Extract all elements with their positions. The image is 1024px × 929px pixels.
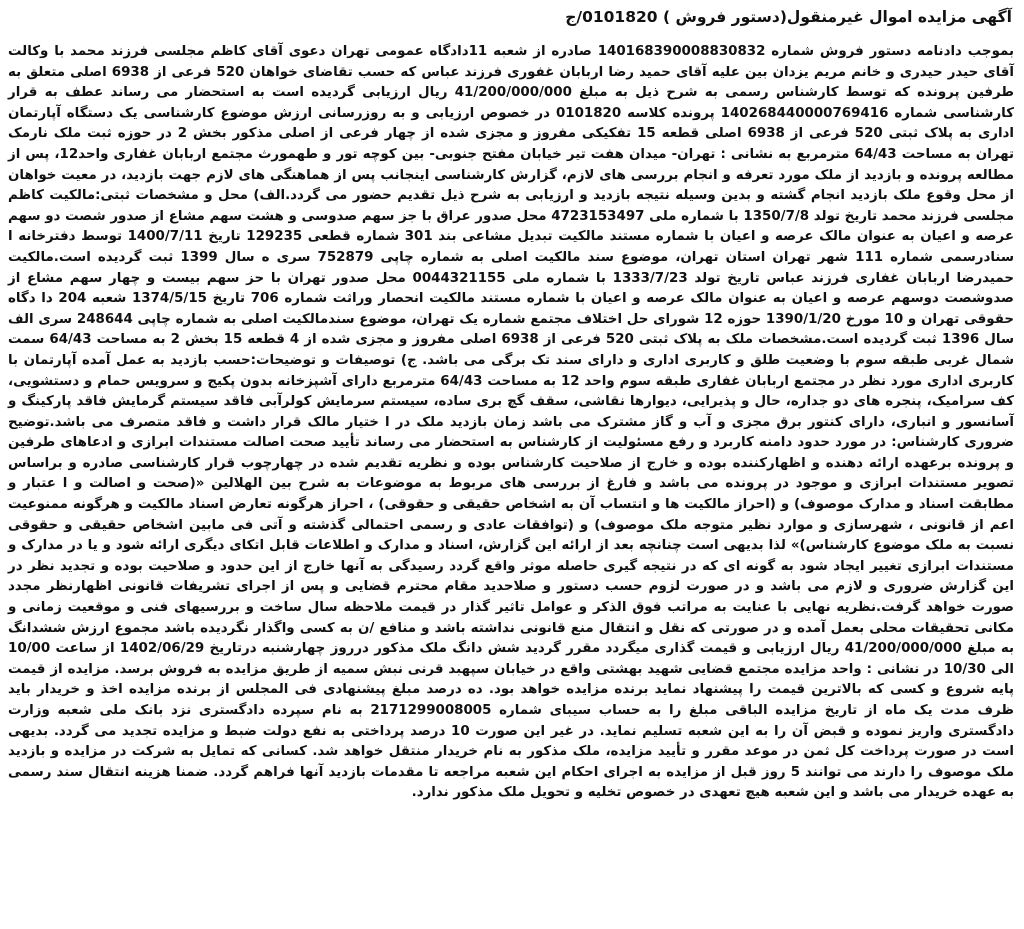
auction-notice xyxy=(6,6,1018,923)
notice-title: آگهی مزایده اموال غیرمنقول(دستور فروش ) 0101820/ج xyxy=(565,8,1012,26)
notice-body: بموجب دادنامه دستور فروش شماره 140168390008830832 صادره از شعبه 11دادگاه عمومی تهران دعوی آقای کاظم مجلسی فرزند محمد با وکالت آقای حیدر حیدری و خانم مریم یزدان بین علیه آقای حمید رضا اربابان غفوری فرزند عباس که حسب تقاضای خواهان 520 فرعی از 6938 اصلی متعلق به طرفین پرونده که توسط کارشناس رسمی به شرح ذیل به مبلغ 41/200/000/000 ریال ارزیابی گردیده است به استحضار می رساند عطف به قرار کارشناسی شماره 140268440000769416 پرونده کلاسه 0101820 در خصوص ارزیابی و به روزرسانی ارزش موضوع کارشناسی یک دستگاه آپارتمان اداری به پلاک ثبتی 520 فرعی از 6938 اصلی قطعه 15 تفکیکی مفروز و مجزی شده از چهار فرعی از اصلی مذکور بخش 2 در حوزه ثبت ملک نارمک تهران به مساحت 64/43 مترمربع به نشانی : تهران- میدان هفت تیر خیابان مفتح جنوبی- بین کوچه تور و طهمورث مجتمع اربابان غفاری واحد12، پس از مطالعه پرونده و بازدید از ملک مورد تعرفه و انجام بررسی های لازم، گزارش کارشناسی اینجانب پس از هماهنگی های لازم جهت بازدید، در معیت خواهان از محل وقوع ملک بازدید انجام گشته و بدین وسیله نتیجه بازدید و ارزیابی به شرح ذیل تقدیم حضور می گردد.الف) محل و مشخصات ثبتی:مالکیت کاظم مجلسی فرزند محمد تاریخ تولد 1350/7/8 با شماره ملی 4723153497 محل صدور عراق با جز سهم صدوسی و هشت سهم مشاع از صدور شصت دو سهم عرصه و اعیان به عنوان مالک عرصه و اعیان با شماره مستند مالکیت تبدیل مشاعی بند 301 شماره قطعی 129235 تاریخ 1400/7/11 توسط دفترخانه ا سنادرسمی شماره 111 شهر تهران استان تهران، موضوع سند مالکیت اصلی به شماره چاپی 752879 سری ه سال 1399 ثبت گردیده است.مالکیت حمیدرضا اربابان غفاری فرزند عباس تاریخ تولد 1333/7/23 با شماره ملی 0044321155 محل صدور تهران با حز سهم بیست و چهار سهم مشاع از صدوشصت دوسهم عرصه و اعیان به عنوان مالک عرصه و اعیان با شماره مستند مالکیت انحصار وراثت شماره 706 تاریخ 1374/5/15 شعبه 204 دا دگاه حقوقی تهران و 10 مورخ 1390/1/20 حوزه 12 شورای حل اختلاف مجتمع شماره یک تهران، موضوع سندمالکیت اصلی به شماره چاپی 248644 سری الف سال 1396 ثبت گردیده است.مشخصات ملک به پلاک ثبتی 520 فرعی از 6938 اصلی مفروز و مجزی شده از 4 قطعه 15 بخش 2 به مساحت 64/43 سمت شمال غربی طبقه سوم با وضعیت طلق و کاربری اداری و دارای سند تک برگی می باشد. ج) توصیفات و توضیحات:حسب بازدید به عمل آمده آپارتمان با کاربری اداری مورد نظر در مجتمع اربابان غفاری طبقه سوم واحد 12 به مساحت 64/43 مترمربع دارای آشپزخانه بدون پکیج و سرویس حمام و دستشویی، کف سرامیک، پنجره های دو جداره، حال و پذیرایی، دیوارها نقاشی، سقف گچ بری ساده، سیستم سرمایش کولرآبی فاقد سیستم گرمایش فاقد پارکینگ و آسانسور و انباری، دارای کنتور برق مجزی و آب و گاز مشترک می باشد زمان بازدید ملک در ا ختیار مالک قرار داشت و فاقد متصرف می باشد.توضیح ضروری کارشناس: در مورد حدود دامنه کاربرد و رفع مسئولیت از کارشناس به استحضار می رساند تأیید صحت اصالت مستندات ابرازی و ادعاهای طرفین و پرونده برعهده ارائه دهنده و اظهارکننده بوده و خارج از صلاحیت کارشناس بوده و نظریه تقدیم شده در چهارچوب قرار کارشناسی صادره و براساس تصویر مستندات ابرازی و موجود در پرونده می باشد و فارغ از بررسی های مربوط به موضوعات به شرح بین الهلالین «(صحت و اصالت و ا عتبار و مطابقت اسناد و مدارک موصوف) و (احراز مالکیت ها و انتساب آن به اشخاص حقیقی و حقوقی) ، احراز هرگونه تعارض اسناد مالکیت و هرگونه ممنوعیت اعم از قانونی ، شهرسازی و موارد نظیر متوجه ملک موصوف) و (توافقات عادی و رسمی احتمالی گذشته و آتی فی مابین اشخاص حقیقی و حقوقی نسبت به ملک موضوع کارشناس)» لذا بدیهی است چنانچه بعد از ارائه این گزارش، اسناد و مدارک و اطلاعات قابل اتکای دیگری ارائه شود و یا در مدارک و مستندات ابرازی تغییر ایجاد شود به گونه ای که در نتیجه گیری حاصله موثر واقع گردد رسیدگی به آنها خارج از این حدود و صلاحیت بوده و تجدید نظر در این گزارش ضروری و لازم می باشد و در صورت لزوم حسب دستور و صلاحدید مقام محترم قضایی و پس از اجرای تشریفات قانونی اظهارنظر مجدد صورت خواهد گرفت.نظریه نهایی با عنایت به مراتب فوق الذکر و عوامل تاثیر گذار در قیمت ملاحظه سال ساخت و بررسیهای فنی و موقعیت زمانی و مکانی تحقیقات محلی بعمل آمده و در صورتی که نقل و انتقال منع قانونی نداشته باشد و منافع /ن به کسی واگذار نگردیده باشد مجموع ارزش ششدانگ به مبلغ 41/200/000/000 ریال ارزیابی و قیمت گذاری میگردد مقرر گردید شش دانگ ملک مذکور درروز چهارشنبه درتاریخ 1402/06/29 از ساعت 10/00 الی 10/30 در نشانی : واحد مزایده مجتمع قضایی شهید بهشتی واقع در خیابان سپهبد قرنی نبش سمیه از طریق مزایده به فروش برسد. مزایده از قیمت پایه شروع و کسی که بالاترین قیمت را پیشنهاد نماید برنده مزایده خواهد بود. ده درصد مبلغ پیشنهادی فی المجلس از برنده مزایده اخذ و خریدار باید ظرف مدت یک ماه از تاریخ مزایده الباقی مبلغ را به حساب سیبای شماره 2171299008005 به نام سپرده دادگستری نزد بانک ملی شعبه وزارت دادگستری واریز نموده و قبض آن را به این شعبه تسلیم نماید. در غیر این صورت 10 درصد پرداختی به نفع دولت ضبط و مزایده تجدید می گردد. بدیهی است در صورت پرداخت کل ثمن در موعد مقرر و تأیید مزایده، ملک مذکور به نام خریدار منتقل خواهد شد. کسانی که تمایل به شرکت در مزایده و بازدید ملک موصوف را دارند می توانند 5 روز قبل از مزایده به اجرای احکام این شعبه مراجعه تا مقدمات بازدید آنها فراهم گردد. ضمنا هزینه انتقال سند رسمی به عهده خریدار می باشد و این شعبه هیچ تعهدی در خصوص تخلیه و تحویل ملک مذکور ندارد. xyxy=(8,44,1015,801)
